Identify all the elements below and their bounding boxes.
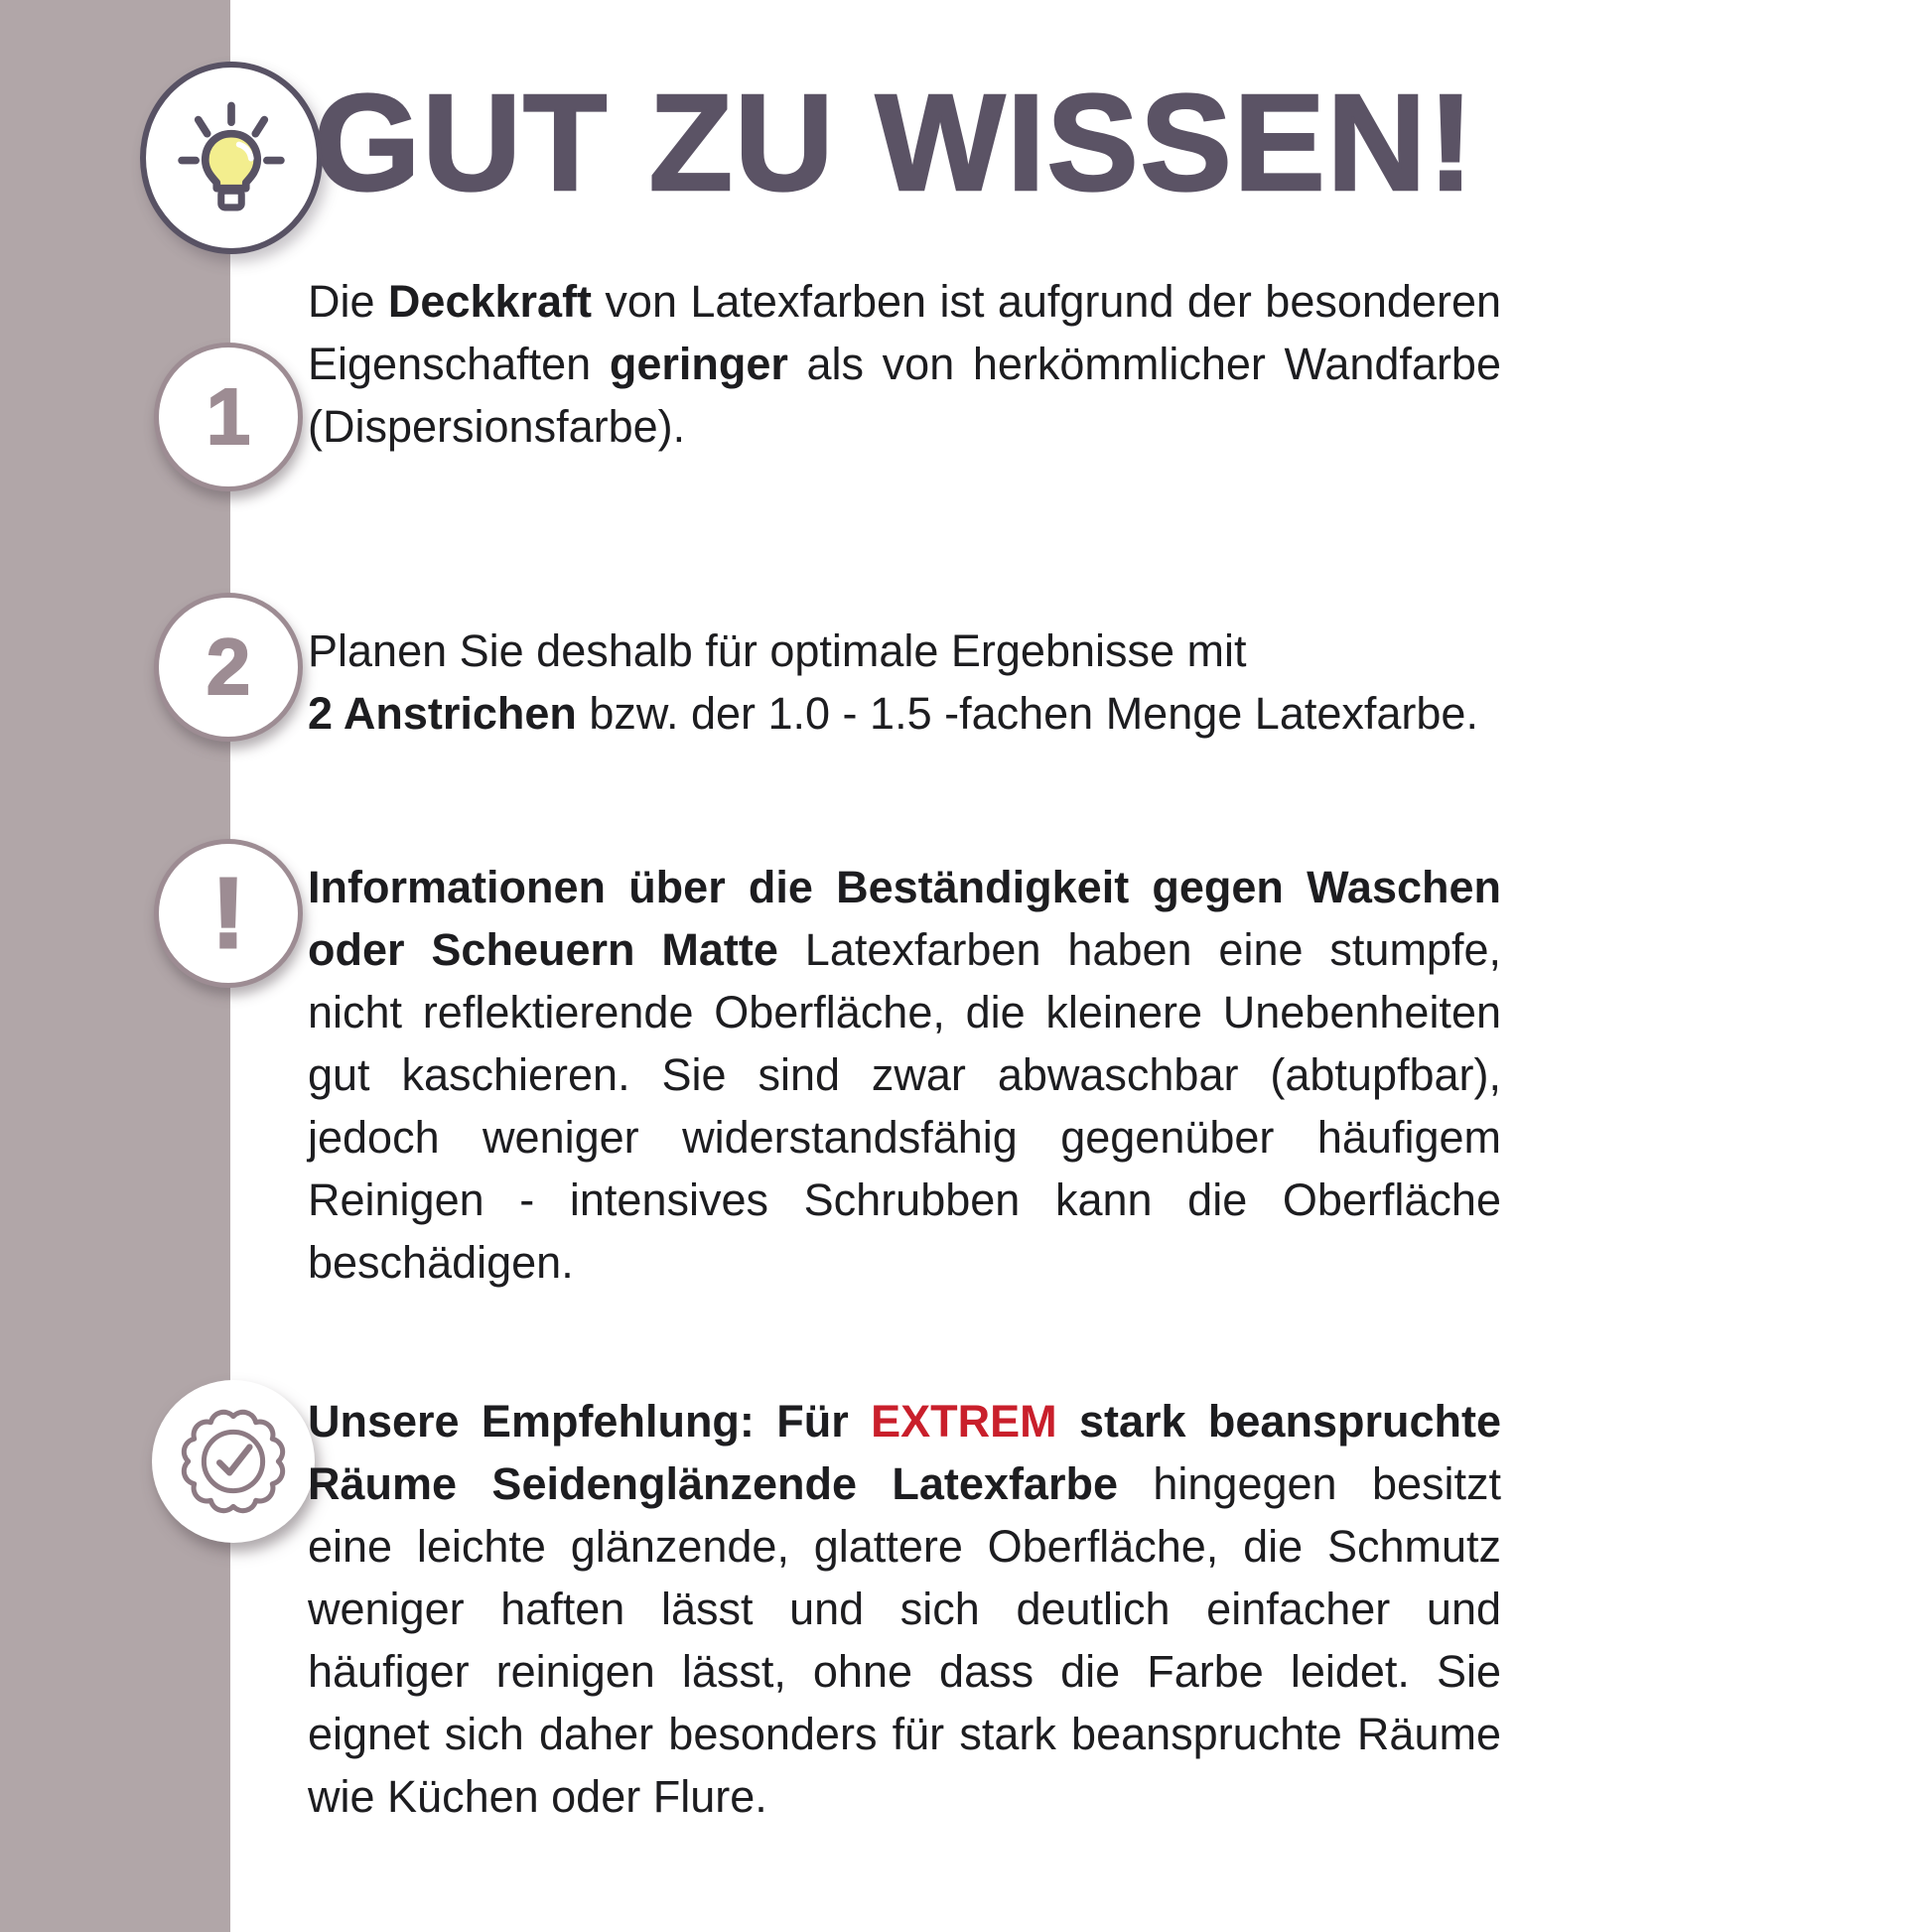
exclamation-icon: ! [211,857,245,969]
item-2-line-1: Planen Sie deshalb für optimale Ergebnisse mit [308,625,1247,676]
item-2-text [308,620,1618,745]
lightbulb-icon [168,94,295,221]
lightbulb-badge [140,62,323,254]
marker-number-2 [154,593,303,742]
marker-exclamation [154,839,303,988]
page-title: GUT ZU WISSEN! [314,67,1476,219]
marker-2-label: 2 [206,622,251,711]
item-1-text: Die Deckkraft von Latexfarben ist aufgrund der besonderen Eigenschaften geringer als von herkömmlicher Wandfarbe (Dispersionsfarbe). [308,276,1501,452]
check-badge-icon [171,1399,296,1524]
item-2-line-2: 2 Anstrichen bzw. der 1.0 - 1.5 -fachen Menge Latexfarbe. [308,688,1478,739]
extrem-highlight: EXTREM [871,1396,1057,1447]
marker-check-badge [152,1380,315,1543]
item-4-text: Unsere Empfehlung: Für EXTREM stark beanspruchte Räume Seidenglänzende Latexfarbe hingegen besitzt eine leichte glänzende, glattere Oberfläche, die Schmutz weniger haften lässt und sich deutlich einfacher und häufiger reinigen lässt, ohne dass die Farbe leidet. Sie eignet sich daher besonders für stark beanspruchte Räume wie Küchen oder Flure. [308,1396,1502,1822]
marker-1-label: 1 [206,372,251,461]
marker-number-1 [154,343,303,491]
item-3-text: Informationen über die Beständigkeit gegen Waschen oder Scheuern Matte Latexfarben haben eine stumpfe, nicht reflektierende Oberfläche, die kleinere Unebenheiten gut kaschieren. Sie sind zwar abwaschbar (abtupfbar), jedoch weniger widerstandsfähig gegenüber häufigem Reinigen - intensives Schrubben kann die Oberfläche beschädigen. [308,862,1501,1288]
